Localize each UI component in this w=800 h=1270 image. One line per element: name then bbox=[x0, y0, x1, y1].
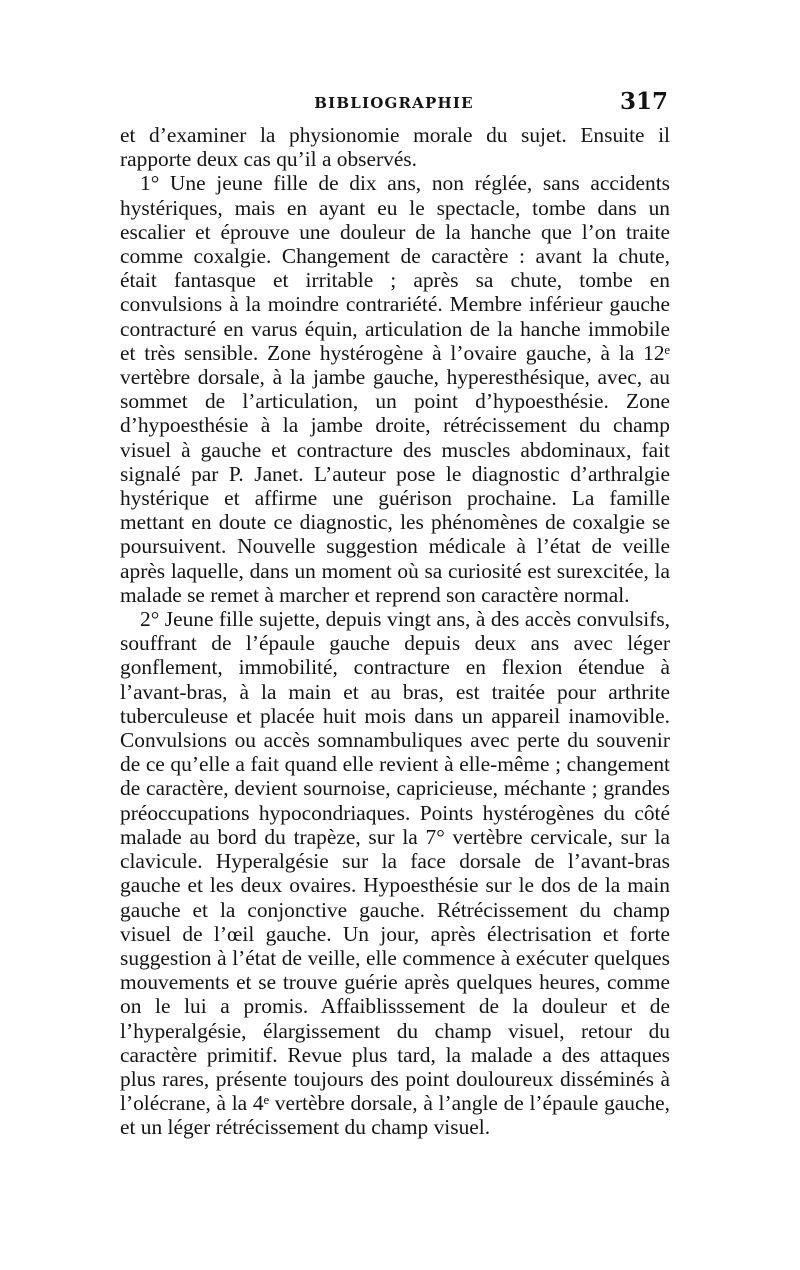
paragraph-case-1: 1° Une jeune fille de dix ans, non réglée, sans accidents hystériques, mais en ayant eu le spectacle, tombe dans un escalier et éprouve une douleur de la hanche que l’on traite comme coxalgie. Changement de caractère : avant la chute, était fantasque et irritable ; après sa chute, tombe en convulsions à la moindre contrariété. Membre inférieur gauche contracturé en varus équin, articulation de la hanche immobile et très sensible. Zone hystérogène à l’ovaire gauche, à la 12ᵉ vertèbre dorsale, à la jambe gauche, hyperesthésique, avec, au sommet de l’articulation, un point d’hypoesthésie. Zone d’hypoesthésie à la jambe droite, rétrécissement du champ visuel à gauche et contracture des muscles abdominaux, fait signalé par P. Janet. L’auteur pose le diagnostic d’arthralgie hystérique et affirme une guérison prochaine. La famille mettant en doute ce diagnostic, les phénomènes de coxalgie se poursuivent. Nouvelle suggestion médicale à l’état de veille après laquelle, dans un moment où sa curiosité est surexcitée, la malade se remet à marcher et reprend son caractère normal. bbox=[120, 171, 670, 607]
running-title: BIBLIOGRAPHIE bbox=[314, 94, 474, 112]
body-text bbox=[120, 123, 670, 1140]
running-head bbox=[120, 88, 668, 120]
page-number: 317 bbox=[619, 88, 668, 115]
paragraph-case-2: 2° Jeune fille sujette, depuis vingt ans, à des accès convulsifs, souffrant de l’épaule gauche depuis deux ans avec léger gonflement, immobilité, contracture en flexion étendue à l’avant-bras, à la main et au bras, est traitée pour arthrite tuberculeuse et placée huit mois dans un appareil inamovible. Convulsions ou accès somnambuliques avec perte du souvenir de ce qu’elle a fait quand elle revient à elle-même ; changement de caractère, devient sournoise, capricieuse, méchante ; grandes préoccupations hypocondriaques. Points hystérogènes du côté malade au bord du trapèze, sur la 7° vertèbre cervicale, sur la clavicule. Hyperalgésie sur la face dorsale de l’avant-bras gauche et les deux ovaires. Hypoesthésie sur le dos de la main gauche et la conjonctive gauche. Rétrécissement du champ visuel de l’œil gauche. Un jour, après électrisation et forte suggestion à l’état de veille, elle commence à exécuter quelques mouvements et se trouve guérie après quelques heures, comme on le lui a promis. Affaiblisssement de la douleur et de l’hyperalgésie, élargissement du champ visuel, retour du caractère primitif. Revue plus tard, la malade a des attaques plus rares, présente toujours des point douloureux disséminés à l’olécrane, à la 4ᵉ vertèbre dorsale, à l’angle de l’épaule gauche, et un léger rétrécissement du champ visuel. bbox=[120, 607, 670, 1140]
paragraph-continuation: et d’examiner la physionomie morale du sujet. Ensuite il rapporte deux cas qu’il a observés. bbox=[120, 123, 670, 172]
